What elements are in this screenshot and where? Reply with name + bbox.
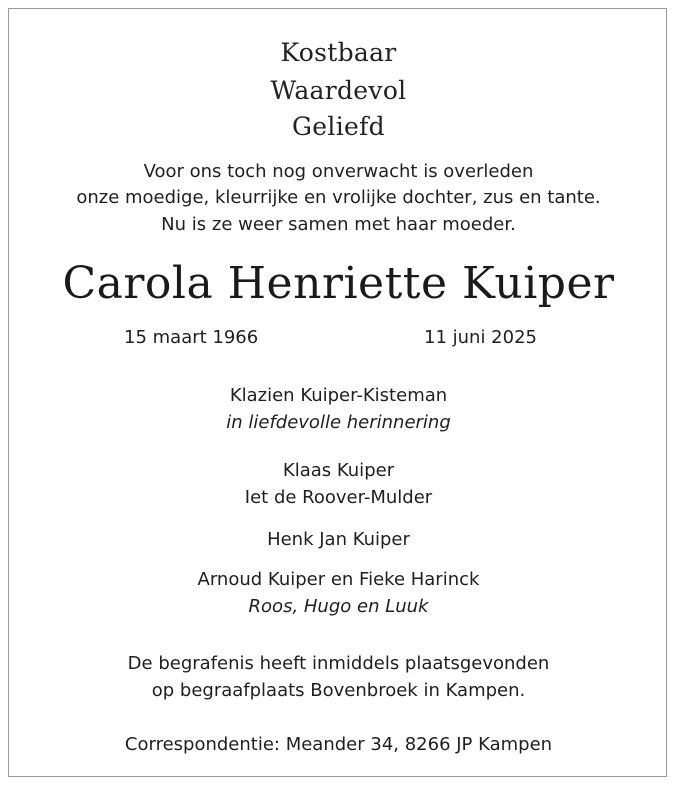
mother-note: in liefdevolle herinnering [226,412,451,433]
motto-line-1: Kostbaar [280,38,397,67]
motto-line-3: Geliefd [292,112,385,141]
family-member-3: Henk Jan Kuiper [267,529,410,550]
intro-line-3: Nu is ze weer samen met haar moeder. [161,214,516,235]
mother-name: Klazien Kuiper-Kisteman [229,385,448,406]
birth-date: 15 maart 1966 [124,327,259,348]
family-member-4: Arnoud Kuiper en Fieke Harinck [197,569,480,590]
intro-line-2: onze moedige, kleurrijke en vrolijke dochter, zus en tante. [76,187,601,208]
funeral-line-1: De begrafenis heeft inmiddels plaatsgevonden [127,653,550,674]
motto-line-2: Waardevol [270,76,407,105]
deceased-name: Carola Henriette Kuiper [62,258,615,309]
family-member-1: Klaas Kuiper [282,460,395,481]
correspondence-address: Correspondentie: Meander 34, 8266 JP Kampen [124,734,553,755]
intro-line-1: Voor ons toch nog onverwacht is overleden [143,161,534,182]
death-date: 11 juni 2025 [424,327,537,348]
family-children: Roos, Hugo en Luuk [248,596,429,617]
funeral-line-2: op begraafplaats Bovenbroek in Kampen. [151,680,526,701]
family-member-2: Iet de Roover-Mulder [244,487,433,508]
